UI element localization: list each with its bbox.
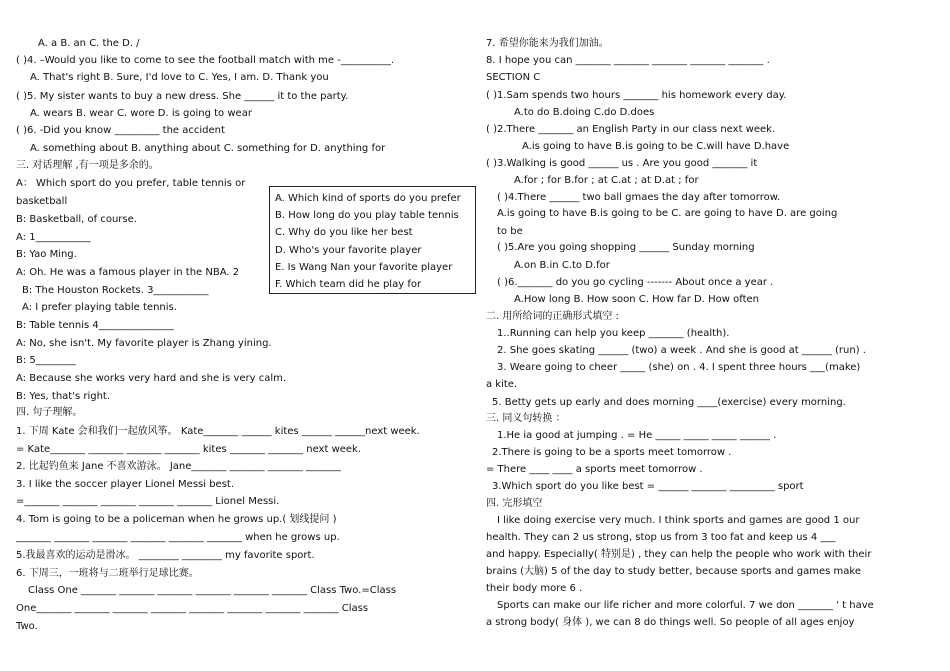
right-line: ( )5.Are you going shopping ______ Sunday morning — [497, 242, 755, 253]
section-heading: 三. 对话理解 ,有一项是多余的。 — [16, 160, 159, 171]
right-line: Sports can make our life richer and more colorful. 7 we don _______ ' t have — [497, 600, 874, 611]
left-line: A: Oh. He was a famous player in the NBA. 2 — [16, 267, 240, 278]
left-line: A: 1___________ — [16, 232, 91, 243]
left-line: A. wears B. wear C. wore D. is going to wear — [30, 108, 252, 119]
options-box — [269, 186, 476, 294]
right-line: brains (大脑) 5 of the day to study better, because sports and games make — [486, 566, 861, 577]
section-heading: 四. 完形填空 — [486, 498, 543, 509]
right-line: 8. I hope you can _______ _______ _______ _______ _______ . — [486, 55, 770, 66]
left-line: = Kate_______ _______ _______ _______ kites _______ _______ next week. — [16, 444, 362, 455]
left-line: 2. 比起钓鱼来 Jane 不喜欢游泳。 Jane_______ _______ _______ _______ — [16, 461, 341, 472]
left-line: A. That's right B. Sure, I'd love to C. Yes, I am. D. Thank you — [30, 72, 329, 83]
left-line: =_______ _______ _______ _______ _______ Lionel Messi. — [16, 496, 280, 507]
left-line: A: Because she works very hard and she is very calm. — [16, 373, 287, 384]
right-line: ( )1.Sam spends two hours _______ his homework every day. — [486, 90, 787, 101]
right-line: their body more 6 . — [486, 583, 583, 594]
left-line: 3. I like the soccer player Lionel Messi best. — [16, 479, 235, 490]
left-line: A. a B. an C. the D. / — [38, 38, 140, 49]
option-f: F. Which team did he play for — [275, 279, 422, 290]
left-line: B: The Houston Rockets. 3___________ — [22, 285, 209, 296]
right-line: 2.There is going to be a sports meet tomorrow . — [492, 447, 732, 458]
left-line: basketball — [16, 196, 68, 207]
right-line: 2. She goes skating ______ (two) a week . And she is good at ______ (run) . — [497, 345, 866, 356]
option-e: E. Is Wang Nan your favorite player — [275, 262, 453, 273]
left-line: A： Which sport do you prefer, table tennis or — [16, 178, 246, 189]
left-line: B: Table tennis 4_______________ — [16, 320, 174, 331]
right-line: 1..Running can help you keep _______ (health). — [497, 328, 730, 339]
section-heading: 四. 句子理解。 — [16, 407, 83, 418]
right-line: = There ____ ____ a sports meet tomorrow . — [486, 464, 703, 475]
right-line: health. They can 2 us strong, stop us from 3 too fat and keep us 4 ___ — [486, 532, 836, 543]
right-line: ( )6._______ do you go cycling ------- About once a year . — [497, 277, 774, 288]
right-line: A.to do B.doing C.do D.does — [514, 107, 655, 118]
right-line: a kite. — [486, 379, 518, 390]
right-line: 1.He ia good at jumping . = He _____ _____ _____ ______ . — [497, 430, 777, 441]
left-line: Two. — [16, 621, 38, 632]
left-line: ( )4. –Would you like to come to see the football match with me -__________. — [16, 55, 394, 66]
left-line: Class One _______ _______ _______ _______ _______ _______ Class Two.=Class — [28, 585, 397, 596]
right-line: A.How long B. How soon C. How far D. How often — [514, 294, 759, 305]
left-line: A. something about B. anything about C. something for D. anything for — [30, 143, 386, 154]
option-c: C. Why do you like her best — [275, 227, 413, 238]
left-line: 5.我最喜欢的运动是滑冰。 ________ ________ my favorite sport. — [16, 550, 315, 561]
right-line: A.is going to have B.is going to be C. are going to have D. are going — [497, 208, 838, 219]
left-line: B: Basketball, of course. — [16, 214, 137, 225]
left-line: _______ _______ _______ _______ _______ _______ when he grows up. — [16, 532, 340, 543]
left-line: B: Yes, that's right. — [16, 391, 111, 402]
right-line: I like doing exercise very much. I think sports and games are good 1 our — [497, 515, 860, 526]
option-a: A. Which kind of sports do you prefer — [275, 193, 461, 204]
option-d: D. Who's your favorite player — [275, 245, 422, 256]
option-b: B. How long do you play table tennis — [275, 210, 459, 221]
section-heading: SECTION C — [486, 72, 541, 83]
left-line: A: No, she isn't. My favorite player is Zhang yining. — [16, 338, 272, 349]
left-line: B: Yao Ming. — [16, 249, 77, 260]
left-line: B: 5________ — [16, 355, 76, 366]
right-line: 7. 希望你能来为我们加油。 — [486, 38, 609, 49]
right-line: 5. Betty gets up early and does morning ____(exercise) every morning. — [492, 397, 846, 408]
right-line: A.is going to have B.is going to be C.will have D.have — [522, 141, 790, 152]
right-line: ( )3.Walking is good ______ us . Are you good _______ it — [486, 158, 758, 169]
right-line: ( )2.There _______ an English Party in our class next week. — [486, 124, 776, 135]
right-line: 3. Weare going to cheer _____ (she) on . 4. I spent three hours ___(make) — [497, 362, 861, 373]
left-line: ( )6. -Did you know _________ the accident — [16, 125, 225, 136]
section-heading: 二. 用所给词的正确形式填空 : — [486, 311, 619, 322]
left-line: 6. 下周三，一班将与二班举行足球比赛。 — [16, 568, 199, 579]
left-line: One_______ _______ _______ _______ _______ _______ _______ _______ Class — [16, 603, 369, 614]
section-heading: 三. 同义句转换 ： — [486, 413, 566, 424]
right-line: 3.Which sport do you like best = ______ _______ _________ sport — [492, 481, 804, 492]
right-line: a strong body( 身体 ), we can 8 do things well. So people of all ages enjoy — [486, 617, 855, 628]
right-line: to be — [497, 226, 523, 237]
left-line: A: I prefer playing table tennis. — [22, 302, 177, 313]
right-line: A.for ; for B.for ; at C.at ; at D.at ; for — [514, 175, 699, 186]
right-line: ( )4.There ______ two ball gmaes the day after tomorrow. — [497, 192, 781, 203]
left-line: 1. 下周 Kate 会和我们一起放风筝。 Kate_______ ______ kites ______ ______next week. — [16, 426, 420, 437]
left-line: ( )5. My sister wants to buy a new dress. She ______ it to the party. — [16, 91, 349, 102]
left-line: 4. Tom is going to be a policeman when he grows up.( 划线提问 ) — [16, 514, 337, 525]
right-line: A.on B.in C.to D.for — [514, 260, 610, 271]
right-line: and happy. Especially( 特别是) , they can help the people who work with their — [486, 549, 872, 560]
